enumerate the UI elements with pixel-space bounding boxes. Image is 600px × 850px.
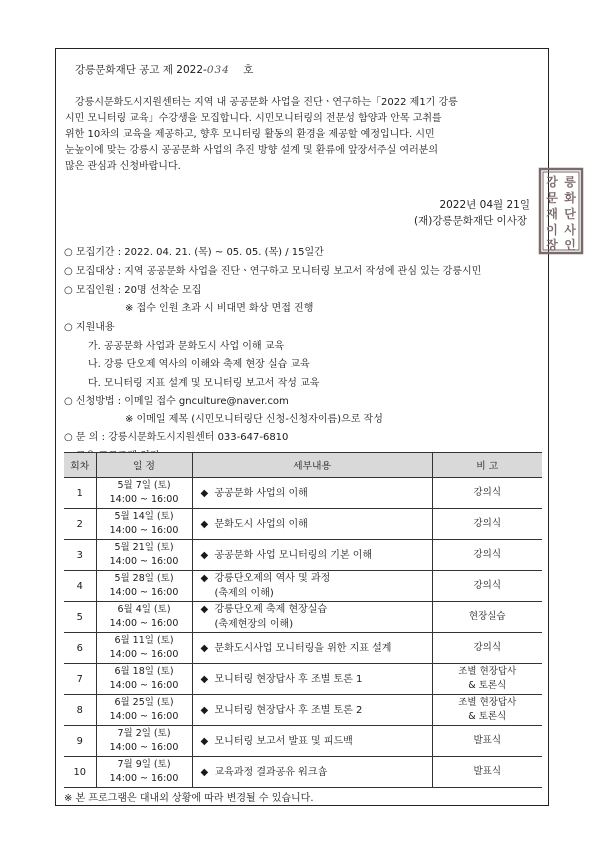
session-number: 8 — [64, 695, 96, 726]
session-number: 10 — [64, 757, 96, 788]
session-date — [96, 571, 192, 602]
session-day: 6월 11일 (토) — [114, 635, 174, 646]
session-remarks — [432, 509, 542, 540]
support-item: 나. 강릉 단오제 역사의 이해와 축제 현장 실습 교육 — [88, 359, 310, 370]
session-topic: 모니터링 현장답사 후 조별 토론 2 — [214, 704, 363, 716]
session-number: 6 — [64, 633, 96, 664]
session-remarks — [432, 633, 542, 664]
table-row — [64, 726, 542, 757]
session-remarks — [432, 571, 542, 602]
bullet-icon: ◆ — [200, 642, 209, 654]
bullet-icon: ◆ — [200, 735, 209, 747]
remark-line: 조별 현장답사 — [458, 697, 517, 708]
session-time: 14:00 ~ 16:00 — [109, 680, 179, 691]
session-day: 6월 18일 (토) — [114, 666, 174, 677]
intro-line: 눈높이에 맞는 강릉시 공공문화 사업의 추진 방향 설계 및 환류에 앞장서주실 여러분의 — [65, 145, 439, 156]
session-number: 9 — [64, 726, 96, 757]
session-date — [96, 664, 192, 695]
remark-line: 강의식 — [473, 580, 502, 591]
remark-line: 현장실습 — [468, 611, 506, 622]
bullet-icon: ◆ — [200, 487, 209, 499]
seal-character: 화 — [564, 191, 576, 205]
remark-line: 강의식 — [473, 487, 502, 498]
seal-character: 인 — [564, 238, 576, 252]
session-day: 6월 25일 (토) — [114, 697, 174, 708]
bullet-icon: ◆ — [200, 549, 209, 561]
remark-line: & 토론식 — [468, 680, 507, 691]
session-topic: 문화도시 사업의 이해 — [214, 518, 308, 530]
session-topic: 강릉단오제 축제 현장실습 — [214, 604, 328, 615]
bullet-icon: ◆ — [200, 704, 209, 716]
table-row — [64, 757, 542, 788]
session-date — [96, 478, 192, 509]
intro-paragraph — [65, 95, 535, 175]
apply-note: ※ 이메일 제목 (시민모니터링단 신청-신청자이름)으로 작성 — [125, 414, 383, 425]
bullet-icon: ◆ — [200, 604, 209, 615]
intro-line: 강릉시문화도시지원센터는 지역 내 공공문화 사업을 진단ㆍ연구하는「2022 제1기 강릉 — [75, 97, 458, 108]
session-time: 14:00 ~ 16:00 — [109, 525, 179, 536]
table-row — [64, 633, 542, 664]
table-row — [64, 664, 542, 695]
header-schedule: 일 정 — [96, 453, 192, 478]
table-row — [64, 602, 542, 633]
notice-number — [75, 62, 253, 77]
session-number: 4 — [64, 571, 96, 602]
seal-character: 재 — [546, 207, 558, 221]
session-time: 14:00 ~ 16:00 — [109, 618, 179, 629]
seal-character: 이 — [546, 223, 558, 237]
session-date — [96, 633, 192, 664]
intro-line: 많은 관심과 신청바랍니다. — [65, 161, 181, 172]
seal-character: 문 — [546, 191, 558, 205]
schedule-table — [64, 452, 542, 788]
session-number: 7 — [64, 664, 96, 695]
session-day: 5월 7일 (토) — [117, 480, 171, 491]
session-day: 5월 14일 (토) — [114, 511, 174, 522]
session-date — [96, 509, 192, 540]
remark-line: & 토론식 — [468, 711, 507, 722]
table-header-row — [64, 453, 542, 478]
recruit-count: ○ 모집인원 : 20명 선착순 모집 — [64, 285, 202, 296]
header-session: 회차 — [64, 453, 96, 478]
session-remarks — [432, 695, 542, 726]
session-time: 14:00 ~ 16:00 — [109, 649, 179, 660]
session-time: 14:00 ~ 16:00 — [109, 494, 179, 505]
session-day: 7월 9일 (토) — [117, 759, 171, 770]
remark-line: 조별 현장답사 — [458, 666, 517, 677]
session-date — [96, 757, 192, 788]
session-time: 14:00 ~ 16:00 — [109, 556, 179, 567]
recruit-period: ○ 모집기간 : 2022. 04. 21. (목) ~ 05. 05. (목) / 15일간 — [64, 247, 324, 258]
bullet-icon: ◆ — [200, 766, 209, 778]
session-time: 14:00 ~ 16:00 — [109, 773, 179, 784]
intro-line: 시민 모니터링 교육」수강생을 모집합니다. 시민모니터링의 전문성 함양과 안목 고취를 — [65, 113, 442, 124]
official-seal-stamp — [538, 167, 584, 255]
table-row — [64, 478, 542, 509]
session-details — [192, 602, 432, 633]
session-details — [192, 726, 432, 757]
session-remarks — [432, 726, 542, 757]
seal-character: 사 — [564, 223, 576, 237]
table-row — [64, 540, 542, 571]
bullet-icon: ◆ — [200, 673, 209, 685]
session-topic-sub: (축제현장의 이해) — [214, 619, 294, 630]
session-time: 14:00 ~ 16:00 — [109, 587, 179, 598]
remark-line: 발표식 — [473, 766, 502, 777]
table-row — [64, 509, 542, 540]
table-row — [64, 695, 542, 726]
session-remarks — [432, 540, 542, 571]
seal-character: 릉 — [564, 175, 576, 189]
notice-handwritten-number: 034 — [206, 64, 230, 76]
session-time: 14:00 ~ 16:00 — [109, 742, 179, 753]
seal-character: 단 — [564, 207, 576, 221]
session-day: 6월 4일 (토) — [117, 604, 171, 615]
remark-line: 발표식 — [473, 735, 502, 746]
bullet-icon: ◆ — [200, 573, 209, 584]
session-remarks — [432, 602, 542, 633]
session-number: 5 — [64, 602, 96, 633]
session-topic: 공공문화 사업 모니터링의 기본 이해 — [214, 549, 373, 561]
session-topic: 모니터링 보고서 발표 및 피드백 — [214, 735, 353, 747]
intro-line: 위한 10차의 교육을 제공하고, 향후 모니터링 활동의 환경을 제공할 예정입니다. 시민 — [65, 129, 435, 140]
session-topic: 문화도시사업 모니터링을 위한 지표 설계 — [214, 642, 392, 654]
apply-method: ○ 신청방법 : 이메일 접수 gnculture@naver.com — [64, 396, 289, 407]
session-details — [192, 757, 432, 788]
contact-info: ○ 문 의 : 강릉시문화도시지원센터 033-647-6810 — [64, 432, 289, 443]
bullet-icon: ◆ — [200, 518, 209, 530]
recruit-target: ○ 모집대상 : 지역 공공문화 사업을 진단ㆍ연구하고 모니터링 보고서 작성에 관심 있는 강릉시민 — [64, 266, 482, 277]
notice-date: 2022년 04월 21일 — [439, 199, 530, 211]
issuer-name: (재)강릉문화재단 이사장 — [414, 215, 527, 227]
session-remarks — [432, 478, 542, 509]
session-details — [192, 540, 432, 571]
session-topic: 모니터링 현장답사 후 조별 토론 1 — [214, 673, 363, 685]
session-date — [96, 602, 192, 633]
notice-suffix: 호 — [243, 64, 254, 76]
recruit-count-note: ※ 접수 인원 초과 시 비대면 화상 면접 진행 — [125, 303, 314, 314]
notice-title: 강릉문화재단 공고 제 2022- — [75, 64, 207, 76]
session-number: 2 — [64, 509, 96, 540]
session-details — [192, 633, 432, 664]
session-details — [192, 695, 432, 726]
session-day: 7월 2일 (토) — [117, 728, 171, 739]
table-row — [64, 571, 542, 602]
session-time: 14:00 ~ 16:00 — [109, 711, 179, 722]
session-topic: 교육과정 결과공유 워크숍 — [214, 766, 328, 778]
session-topic: 강릉단오제의 역사 및 과정 — [214, 573, 331, 584]
seal-character: 강 — [546, 175, 558, 189]
session-date — [96, 695, 192, 726]
session-details — [192, 509, 432, 540]
session-date — [96, 540, 192, 571]
support-item: 다. 모니터링 지표 설계 및 모니터링 보고서 작성 교육 — [88, 378, 320, 389]
session-details — [192, 571, 432, 602]
session-date — [96, 726, 192, 757]
session-number: 1 — [64, 478, 96, 509]
seal-character: 장 — [546, 238, 558, 252]
header-remarks: 비 고 — [432, 453, 542, 478]
session-number: 3 — [64, 540, 96, 571]
remark-line: 강의식 — [473, 642, 502, 653]
support-title: ○ 지원내용 — [64, 322, 115, 333]
session-remarks — [432, 664, 542, 695]
header-details: 세부내용 — [192, 453, 432, 478]
remark-line: 강의식 — [473, 518, 502, 529]
session-remarks — [432, 757, 542, 788]
session-topic: 공공문화 사업의 이해 — [214, 487, 308, 499]
session-details — [192, 478, 432, 509]
remark-line: 강의식 — [473, 549, 502, 560]
session-day: 5월 28일 (토) — [114, 573, 174, 584]
session-day: 5월 21일 (토) — [114, 542, 174, 553]
session-topic-sub: (축제의 이해) — [214, 588, 274, 599]
session-details — [192, 664, 432, 695]
support-item: 가. 공공문화 사업과 문화도시 사업 이해 교육 — [88, 341, 285, 352]
footnote: ※ 본 프로그램은 대내외 상황에 따라 변경될 수 있습니다. — [64, 793, 314, 804]
